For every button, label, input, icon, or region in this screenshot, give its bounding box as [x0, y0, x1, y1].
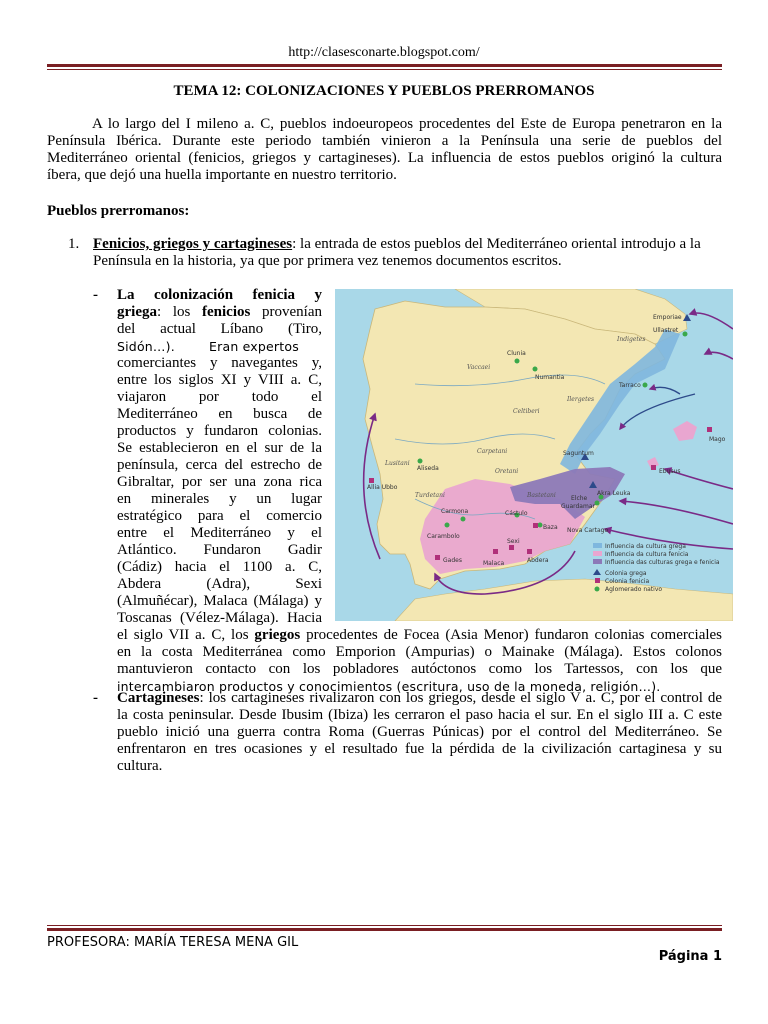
map-label-saguntum: Saguntum [563, 450, 594, 457]
bullet2-line-4: enfrentaron en tres ocasiones y el resultado fue la pérdida de la civilización cartaginesa y su [117, 741, 722, 757]
bullet1-line-8: Mediterráneo en busca de [117, 406, 322, 422]
map-label-castulo: Cástulo [505, 510, 528, 517]
bullet1-line-14: estratégico para el comercio [117, 508, 322, 524]
bullet1-griegos: griegos [254, 627, 301, 643]
footer-page-number: Página 1 [658, 949, 722, 964]
map-label-elche: Elche [571, 495, 588, 502]
map-label-vaccaei: Vaccaei [467, 364, 491, 371]
item1-line-2: Península en la historia, ya que por primera vez tenemos documentos escritos. [93, 253, 562, 269]
legend-swatch-greek [593, 543, 602, 548]
bullet1-line-5: comerciantes y navegantes y, [117, 355, 322, 371]
map-label-guardamar: Guardamar [561, 503, 595, 510]
map-label-turdetani: Turdetani [415, 492, 445, 499]
header-divider-thin [47, 69, 722, 70]
intro-line-3: Mediterráneo oriental (fenicios, griegos y cartagineses). La influencia de estos pueblos originó la cultura [47, 150, 722, 166]
bullet1-line-11: península, cerca del estrecho de [117, 457, 322, 473]
legend-swatch-phoenician [593, 551, 602, 556]
bullet1-line-17: (Cádiz) hacia el 1100 a. C, [117, 559, 322, 575]
map-phoenician-colony-marker [493, 549, 498, 554]
legend-phoenician-colony: Colonia fenicia [605, 578, 650, 585]
bullet1-line-24: intercambiaron productos y conocimientos (escritura, uso de la moneda, religión…). [117, 679, 661, 694]
bullet1-line-10: Se establecieron en el sur de la [117, 440, 322, 456]
intro-line-4: íbera, que dejó una huella importante en nuestro territorio. [47, 167, 397, 183]
map-label-ilergetes: Ilergetes [567, 396, 595, 403]
header-divider [47, 64, 722, 67]
bullet1-line-7: viajaron por todo el [117, 389, 322, 405]
map-label-ullastret: Ullastret [653, 327, 679, 334]
map-label-malaca: Malaca [483, 560, 505, 567]
map-native-marker [445, 523, 450, 528]
map-native-marker [461, 517, 466, 522]
item1-heading: Fenicios, griegos y cartagineses [93, 236, 293, 252]
footer-divider-thin [47, 925, 722, 926]
bullet1-text: procedentes de Focea (Asia Menor) fundaron colonias comerciales [300, 627, 723, 643]
bullet1-line-1: La colonización fenicia y [117, 287, 322, 303]
bullet1-line-2 [117, 304, 322, 321]
bullet1-line-15: entre el Mediterráneo y el [117, 525, 322, 541]
intro-line-2: Península Ibérica. Durante este periodo también vinieron a la Península una serie de pueblos del [47, 133, 722, 149]
legend-native-icon [595, 587, 600, 592]
bullet1-eran: Eran expertos [209, 339, 299, 354]
map-label-tarraco: Tarraco [619, 382, 641, 389]
item1-number: 1. [68, 236, 80, 252]
header-url[interactable]: http://clasesconarte.blogspot.com/ [288, 45, 480, 60]
bullet1-line-19: (Almuñécar), Malaca (Málaga) y [117, 593, 322, 609]
map-native-marker [595, 501, 600, 506]
legend-phoenician-colony-icon [595, 578, 600, 583]
bullet1-line-22: en la costa Mediterránea como Emporion (Ampurias) o Mainake (Málaga). Estos colonos [117, 644, 722, 660]
map-label-lusitani: Lusitani [385, 460, 410, 467]
legend-both-influence: Influencia das culturas grega e fenicia [605, 559, 720, 566]
bullet1-line-13: en minerales y un lugar [117, 491, 322, 507]
map-phoenician-colony-marker [509, 545, 514, 550]
map-phoenician-colony-marker [651, 465, 656, 470]
map-label-carambolo: Carambolo [427, 533, 460, 540]
bullet2-text: : los cartagineses rivalizaron con los griegos, desde el siglo V a. C, por el control de [199, 690, 722, 706]
legend-native: Aglomerado nativo [605, 586, 663, 593]
map-label-ebusus: Ebusus [659, 468, 681, 475]
map-native-marker [533, 367, 538, 372]
footer-divider [47, 928, 722, 931]
map-label-gades: Gades [443, 557, 462, 564]
bullet1-text: el siglo VII a. C, los [117, 627, 255, 643]
map-native-marker [643, 383, 648, 388]
map-label-akra: Akra Leuka [597, 490, 631, 497]
map-native-marker [515, 359, 520, 364]
bullet1-line-23: mantuvieron contacto con los pobladores autóctonos como los Tartessos, con los que [117, 661, 722, 677]
footer-teacher: PROFESORA: MARÍA TERESA MENA GIL [47, 935, 299, 950]
map-label-alia: Allia Ubbo [367, 484, 398, 491]
bullet1-dash: - [93, 287, 98, 303]
map-label-carpetani: Carpetani [477, 448, 508, 455]
intro-line-1: A lo largo del I mileno a. C, pueblos indoeuropeos procedentes del Este de Europa penetraron en la [92, 116, 722, 132]
item1-text-1: : la entrada de estos pueblos del Mediterráneo oriental introdujo a la [292, 236, 701, 252]
map-label-abdera: Abdera [527, 557, 549, 564]
map-label-nova: Nova Cartago [567, 527, 609, 534]
legend-greek-influence: Influencia da cultura grega [605, 543, 686, 550]
map-native-marker [683, 332, 688, 337]
map-label-indigetes: Indigetes [617, 336, 646, 343]
map-label-baza: Baza [543, 524, 558, 531]
bullet1-text: : los [156, 304, 203, 320]
bullet2-line-2: la costa peninsular. Desde Ibusim (Ibiza) les cerraron el paso hacia el sur. En el siglo III a. C este [117, 707, 722, 723]
bullet2-heading: Cartagineses [117, 690, 200, 706]
bullet1-line-9: productos y fundaron colonias. [117, 423, 322, 439]
map-label-bastetani: Bastetani [527, 492, 556, 499]
bullet1-line-16: Atlántico. Fundaron Gadir [117, 542, 322, 558]
bullet1-line-3: del actual Líbano (Tiro, [117, 321, 322, 337]
bullet1-line-4 [117, 338, 322, 356]
map-label-mago: Mago [709, 436, 726, 443]
bullet1-griega: griega [117, 304, 157, 320]
map-phoenician-colony-marker [369, 478, 374, 483]
map-native-marker [538, 523, 543, 528]
map-label-oretani: Oretani [495, 468, 519, 475]
map-phoenician-colony-marker [435, 555, 440, 560]
colonization-map [335, 289, 733, 621]
bullet1-line-12: Gibraltar, por ser una zona rica [117, 474, 322, 490]
bullet2-dash: - [93, 690, 98, 706]
map-label-celtiberi: Celtiberi [513, 408, 540, 415]
map-label-clunia: Clunia [507, 350, 526, 357]
bullet2-line-5: cultura. [117, 758, 163, 774]
bullet1-sidon: Sidón…). [117, 339, 180, 354]
map-label-carmona: Carmona [441, 508, 469, 515]
bullet1-text: provenían [250, 304, 322, 320]
legend-greek-colony: Colonia grega [605, 570, 647, 577]
map-label-sexi: Sexi [507, 538, 520, 545]
map-native-marker [418, 459, 423, 464]
legend-swatch-both [593, 559, 602, 564]
bullet2-line-1 [117, 690, 722, 707]
bullet1-fenicios: fenicios [202, 304, 251, 320]
map-phoenician-colony-marker [527, 549, 532, 554]
map-phoenician-colony-marker [533, 523, 538, 528]
map-label-emporiae: Emporiae [653, 314, 682, 321]
legend-phoenician-influence: Influencia da cultura fenicia [605, 551, 689, 558]
section-title: Pueblos prerromanos: [47, 203, 190, 219]
map-phoenician-colony-marker [707, 427, 712, 432]
bullet1-line-21 [117, 627, 722, 644]
item1-line-1 [93, 236, 722, 253]
map-label-aliseda: Aliseda [417, 465, 439, 472]
page-title: TEMA 12: COLONIZACIONES Y PUEBLOS PRERROMANOS [173, 83, 595, 99]
bullet1-line-20: Toscanas (Vélez-Málaga). Hacia [117, 610, 322, 626]
bullet1-line-6: entre los siglos XI y VIII a. C, [117, 372, 322, 388]
bullet2-line-3: pueblo inició una guerra contra Roma (Guerras Púnicas) por el control del Mediterráneo. Se [117, 724, 722, 740]
map-label-numantia: Numantia [535, 374, 565, 381]
bullet1-line-18: Abdera (Adra), Sexi [117, 576, 322, 592]
